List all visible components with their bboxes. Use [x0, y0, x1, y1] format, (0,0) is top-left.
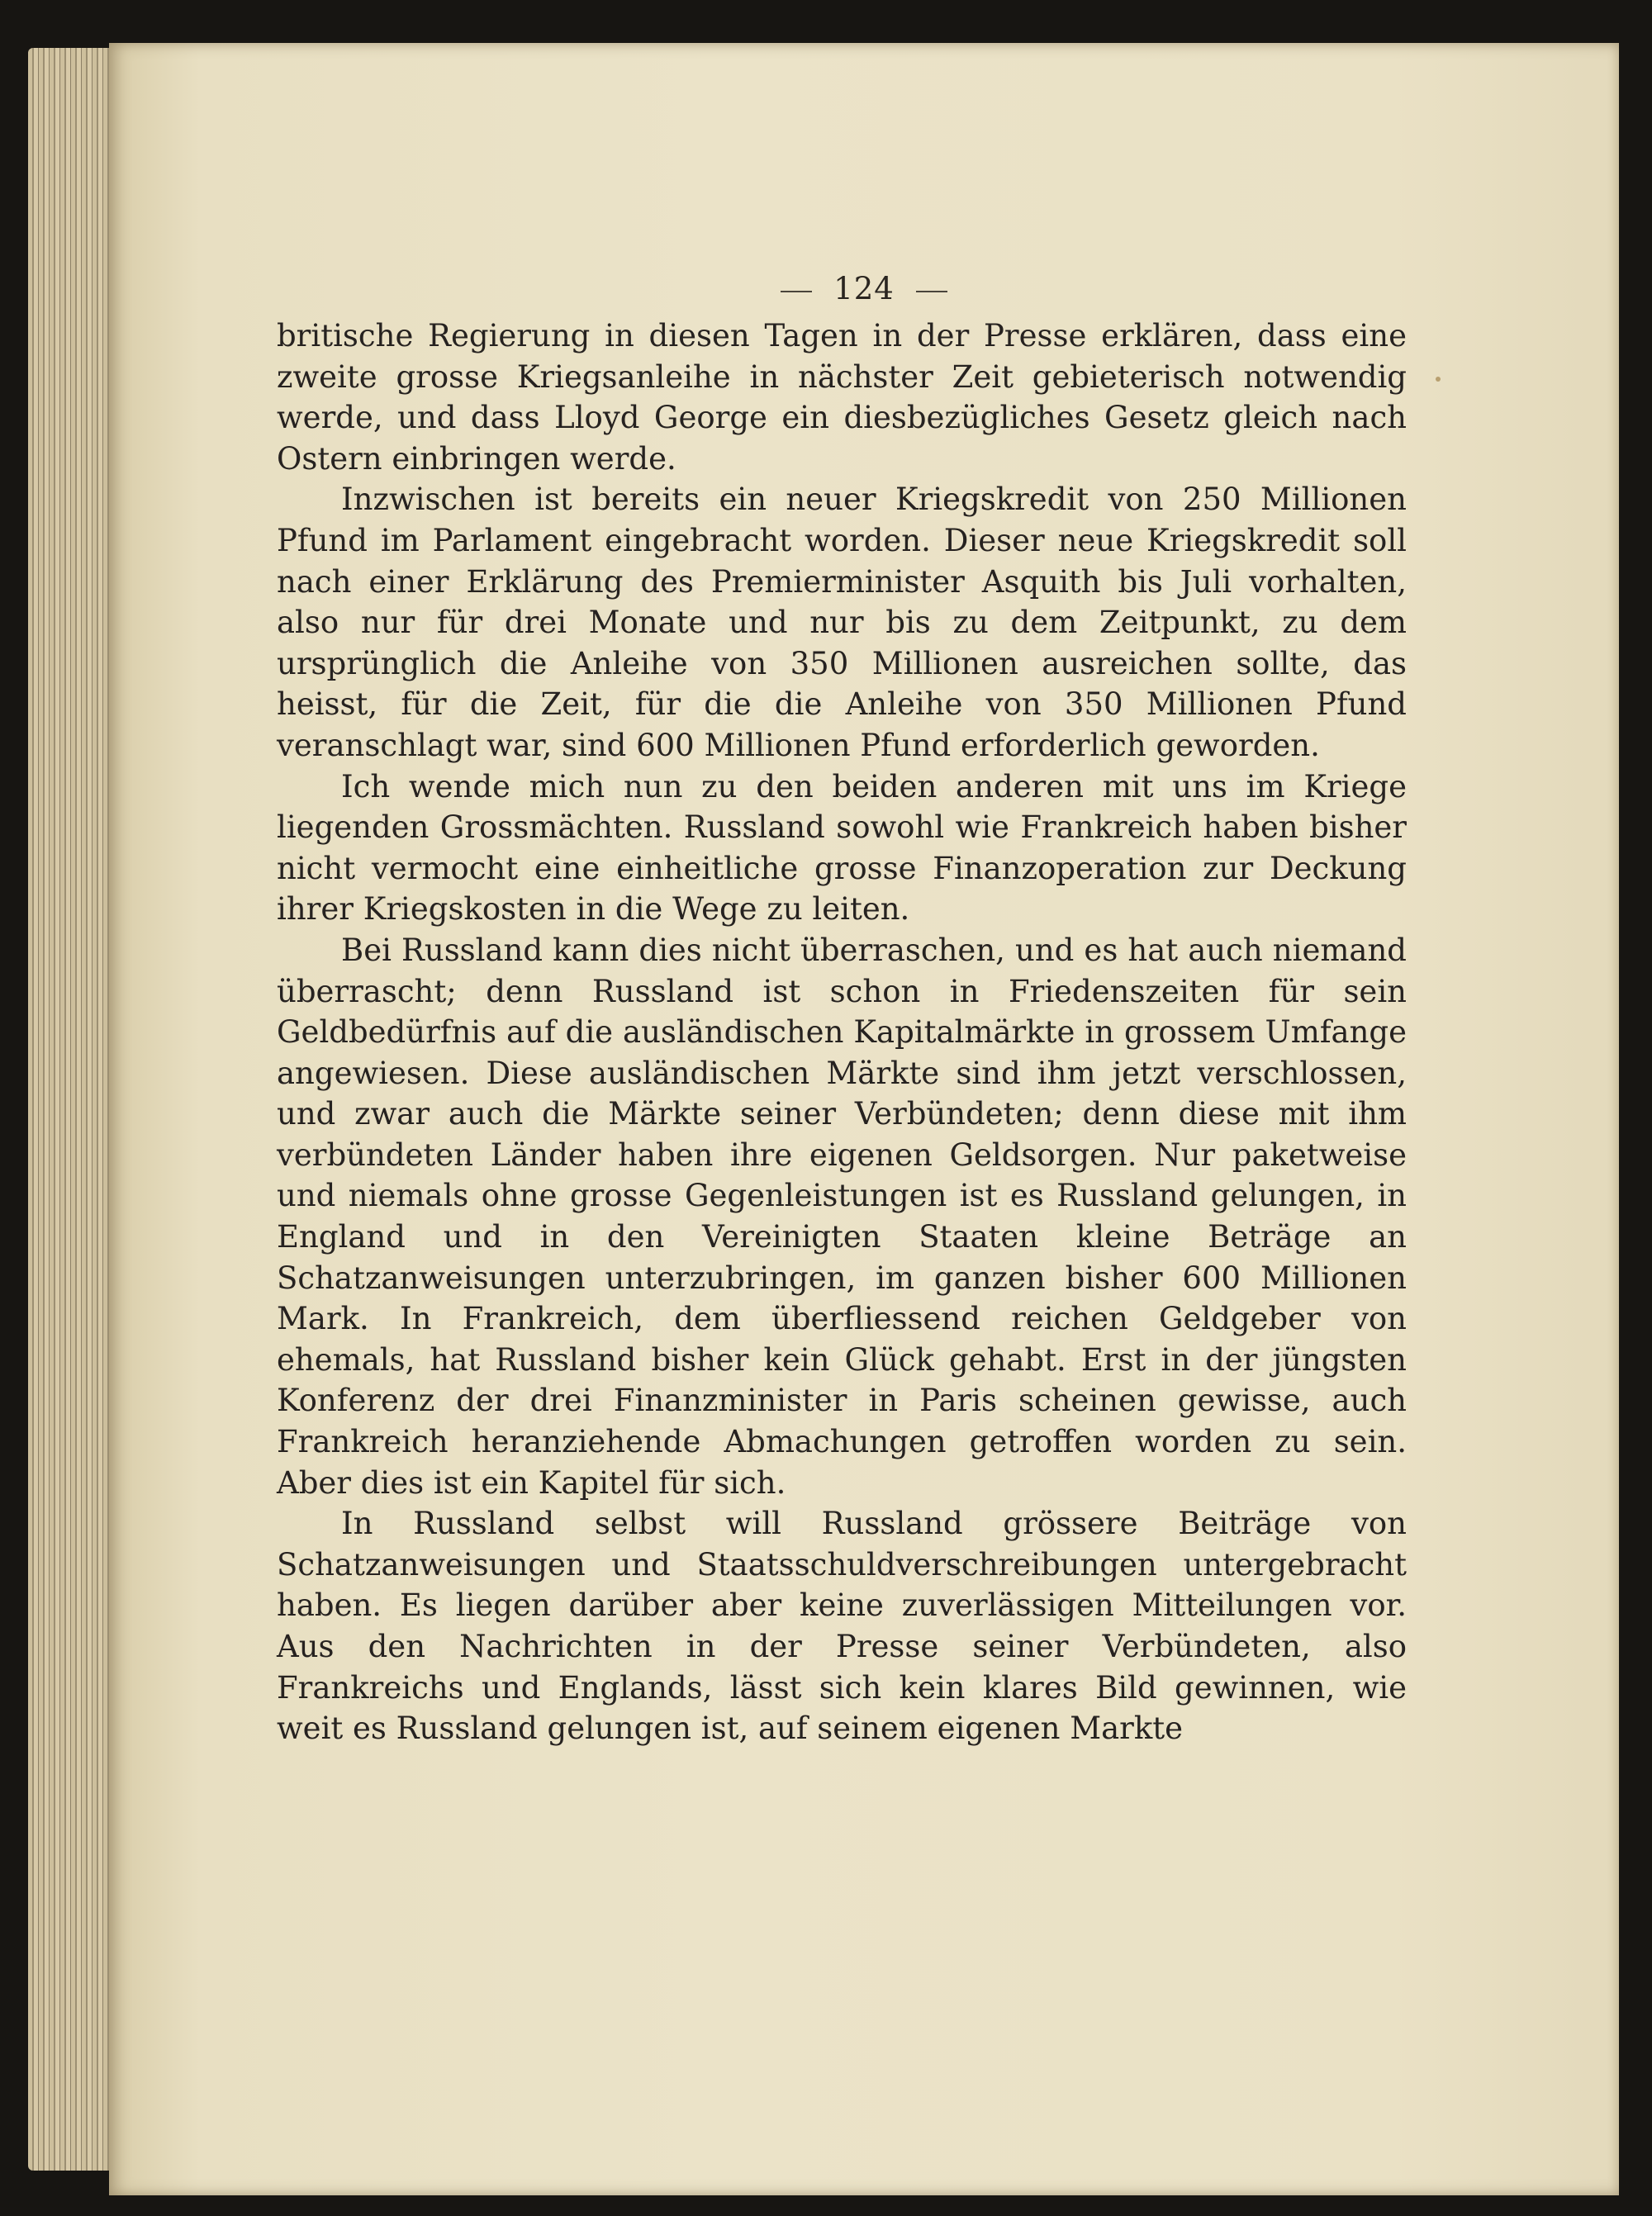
page-number-dash-left — [781, 291, 812, 292]
page-number — [109, 271, 1619, 306]
paragraph-1: britische Regierung in diesen Tagen in der Presse erklären, dass eine zweite grosse Kriegsanleihe in nächster Zeit gebieterisch notwendig werde, und dass Lloyd George ein diesbezügliches Gesetz gleich nach Ostern einbringen werde. — [277, 318, 1407, 477]
body-text — [277, 316, 1407, 1749]
page-number-dash-right — [916, 291, 947, 292]
paragraph-2: Inzwischen ist bereits ein neuer Kriegskredit von 250 Millionen Pfund im Parlament eingebracht worden. Dieser neue Kriegskredit soll nach einer Erklärung des Premierminister Asquith bis Juli vorhalten, also nur für drei Monate und nur bis zu dem Zeitpunkt, zu dem ursprünglich die Anleihe von 350 Millionen ausreichen sollte, das heisst, für die Zeit, für die die Anleihe von 350 Millionen Pfund veranschlagt war, sind 600 Millionen Pfund erforderlich geworden. — [277, 482, 1407, 763]
paragraph-5: In Russland selbst will Russland grössere Beiträge von Schatzanweisungen und Staatsschuldverschreibungen untergebracht haben. Es liegen darüber aber keine zuverlässigen Mitteilungen vor. Aus den Nachrichten in der Presse seiner Verbündeten, also Frankreichs und Englands, lässt sich kein klares Bild gewinnen, wie weit es Russland gelungen ist, auf seinem eigenen Markte — [277, 1506, 1407, 1747]
paper-speck — [1436, 377, 1441, 382]
page-number-text: 124 — [833, 271, 895, 306]
page-edges — [28, 48, 119, 2171]
paragraph-4: Bei Russland kann dies nicht überraschen, und es hat auch niemand überrascht; denn Russland ist schon in Friedenszeiten für sein Geldbedürfnis auf die ausländischen Kapitalmärkte in grossem Umfange angewiesen. Diese ausländischen Märkte sind ihm jetzt verschlossen, und zwar auch die Märkte seiner Verbündeten; denn diese mit ihm verbündeten Länder haben ihre eigenen Geldsorgen. Nur paketweise und niemals ohne grosse Gegenleistungen ist es Russland gelungen, in England und in den Vereinigten Staaten kleine Beträge an Schatzanweisungen unterzubringen, im ganzen bisher 600 Millionen Mark. In Frankreich, dem überfliessend reichen Geldgeber von ehemals, hat Russland bisher kein Glück gehabt. Erst in der jüngsten Konferenz der drei Finanzminister in Paris scheinen gewisse, auch Frankreich heranziehende Abmachungen getroffen worden zu sein. Aber dies ist ein Kapitel für sich. — [277, 932, 1407, 1501]
paragraph-3: Ich wende mich nun zu den beiden anderen mit uns im Kriege liegenden Grossmächten. Russland sowohl wie Frankreich haben bisher nicht vermocht eine einheitliche grosse Finanzoperation zur Deckung ihrer Kriegskosten in die Wege zu leiten. — [277, 768, 1407, 928]
